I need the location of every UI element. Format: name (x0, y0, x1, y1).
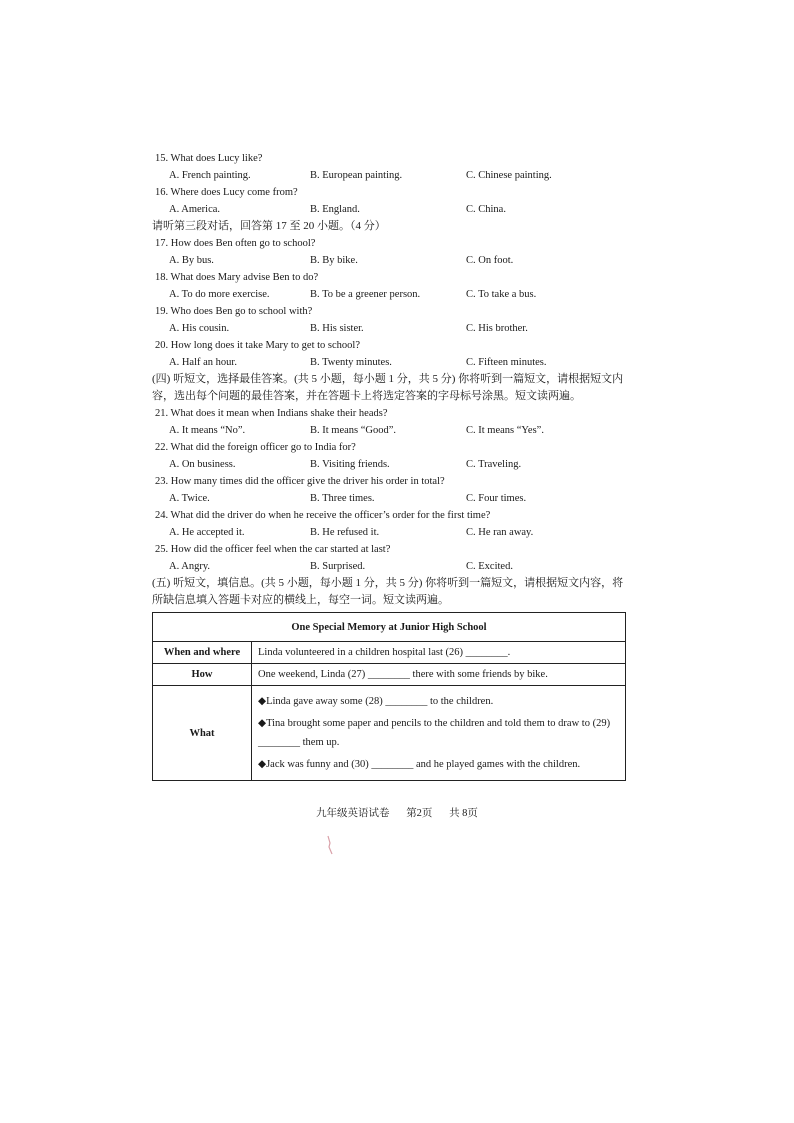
what-item: ◆Jack was funny and (30) ________ and he played games with the children. (258, 759, 581, 770)
option-c: C. Fifteen minutes. (466, 357, 547, 368)
option-b: B. Twenty minutes. (310, 357, 392, 368)
option-a: A. It means “No”. (169, 425, 246, 436)
footer-exam-name: 九年级英语试卷 (316, 808, 390, 819)
what-item: ◆Tina brought some paper and pencils to the children and told them to draw to (29) ________ them up. (258, 718, 611, 748)
info-table (152, 612, 626, 781)
question-24 (152, 507, 632, 541)
question-text: 25. How did the officer feel when the car started at last? (155, 544, 391, 555)
option-c: C. Excited. (466, 561, 513, 572)
question-18 (152, 269, 632, 303)
option-a: A. Angry. (169, 561, 211, 572)
option-b: B. England. (310, 204, 360, 215)
option-c: C. Four times. (466, 493, 527, 504)
section-dialog-3-instruction: 请听第三段对话，回答第 17 至 20 小题。（4 分） (152, 220, 386, 232)
option-a: A. To do more exercise. (169, 289, 270, 300)
question-text: 15. What does Lucy like? (155, 153, 263, 164)
option-c: C. To take a bus. (466, 289, 537, 300)
table-title: One Special Memory at Junior High School (153, 613, 626, 642)
option-c: C. Chinese painting. (466, 170, 552, 181)
row-text-when-where: Linda volunteered in a children hospital last (26) ________. (252, 642, 626, 664)
table-row (153, 642, 626, 664)
question-23 (152, 473, 632, 507)
row-label-how: How (153, 664, 252, 686)
question-text: 23. How many times did the officer give the driver his order in total? (155, 476, 445, 487)
option-a: A. He accepted it. (169, 527, 245, 538)
option-b: B. He refused it. (310, 527, 380, 538)
question-21 (152, 405, 632, 439)
row-label-when-where: When and where (153, 642, 252, 664)
question-text: 21. What does it mean when Indians shake their heads? (155, 408, 388, 419)
option-c: C. It means “Yes”. (466, 425, 544, 436)
section-4-instruction: (四) 听短文，选择最佳答案。(共 5 小题，每小题 1 分，共 5 分) 你将听到一篇短文，请根据短文内容，选出每个问题的最佳答案，并在答题卡上将选定答案的字母标号涂黑。短文读两遍。 (152, 373, 624, 402)
section-5-instruction: (五) 听短文，填信息。(共 5 小题，每小题 1 分，共 5 分) 你将听到一篇短文，请根据短文内容，将所缺信息填入答题卡对应的横线上，每空一词。短文读两遍。 (152, 577, 624, 606)
option-b: B. Visiting friends. (310, 459, 390, 470)
option-c: C. His brother. (466, 323, 528, 334)
option-a: A. On business. (169, 459, 236, 470)
option-b: B. By bike. (310, 255, 358, 266)
footer-page-number: 第2页 (406, 808, 433, 819)
question-text: 20. How long does it take Mary to get to school? (155, 340, 361, 351)
pen-mark-icon (326, 835, 334, 855)
question-text: 24. What did the driver do when he receive the officer’s order for the first time? (155, 510, 491, 521)
question-22 (152, 439, 632, 473)
option-a: A. By bus. (169, 255, 214, 266)
question-text: 22. What did the foreign officer go to India for? (155, 442, 356, 453)
question-20 (152, 337, 632, 371)
what-item: ◆Linda gave away some (28) ________ to the children. (258, 696, 494, 707)
option-a: A. His cousin. (169, 323, 230, 334)
option-b: B. It means “Good”. (310, 425, 397, 436)
page-footer (0, 805, 794, 820)
question-text: 18. What does Mary advise Ben to do? (155, 272, 319, 283)
question-15 (152, 150, 632, 184)
option-b: B. His sister. (310, 323, 364, 334)
option-a: A. French painting. (169, 170, 251, 181)
question-text: 19. Who does Ben go to school with? (155, 306, 313, 317)
option-a: A. Half an hour. (169, 357, 237, 368)
option-c: C. Traveling. (466, 459, 522, 470)
option-c: C. On foot. (466, 255, 514, 266)
footer-total-pages: 共 8页 (449, 808, 478, 819)
question-19 (152, 303, 632, 337)
option-a: A. Twice. (169, 493, 210, 504)
option-b: B. Surprised. (310, 561, 366, 572)
question-16 (152, 184, 632, 218)
option-c: C. He ran away. (466, 527, 534, 538)
table-row (153, 664, 626, 686)
questions-area (152, 150, 632, 609)
option-b: B. To be a greener person. (310, 289, 421, 300)
row-text-what (252, 686, 626, 781)
question-text: 16. Where does Lucy come from? (155, 187, 298, 198)
question-25 (152, 541, 632, 575)
option-b: B. European painting. (310, 170, 403, 181)
row-text-how: One weekend, Linda (27) ________ there with some friends by bike. (252, 664, 626, 686)
row-label-what: What (153, 686, 252, 781)
option-a: A. America. (169, 204, 221, 215)
option-c: C. China. (466, 204, 506, 215)
option-b: B. Three times. (310, 493, 375, 504)
question-text: 17. How does Ben often go to school? (155, 238, 316, 249)
question-17 (152, 235, 632, 269)
table-row (153, 686, 626, 781)
